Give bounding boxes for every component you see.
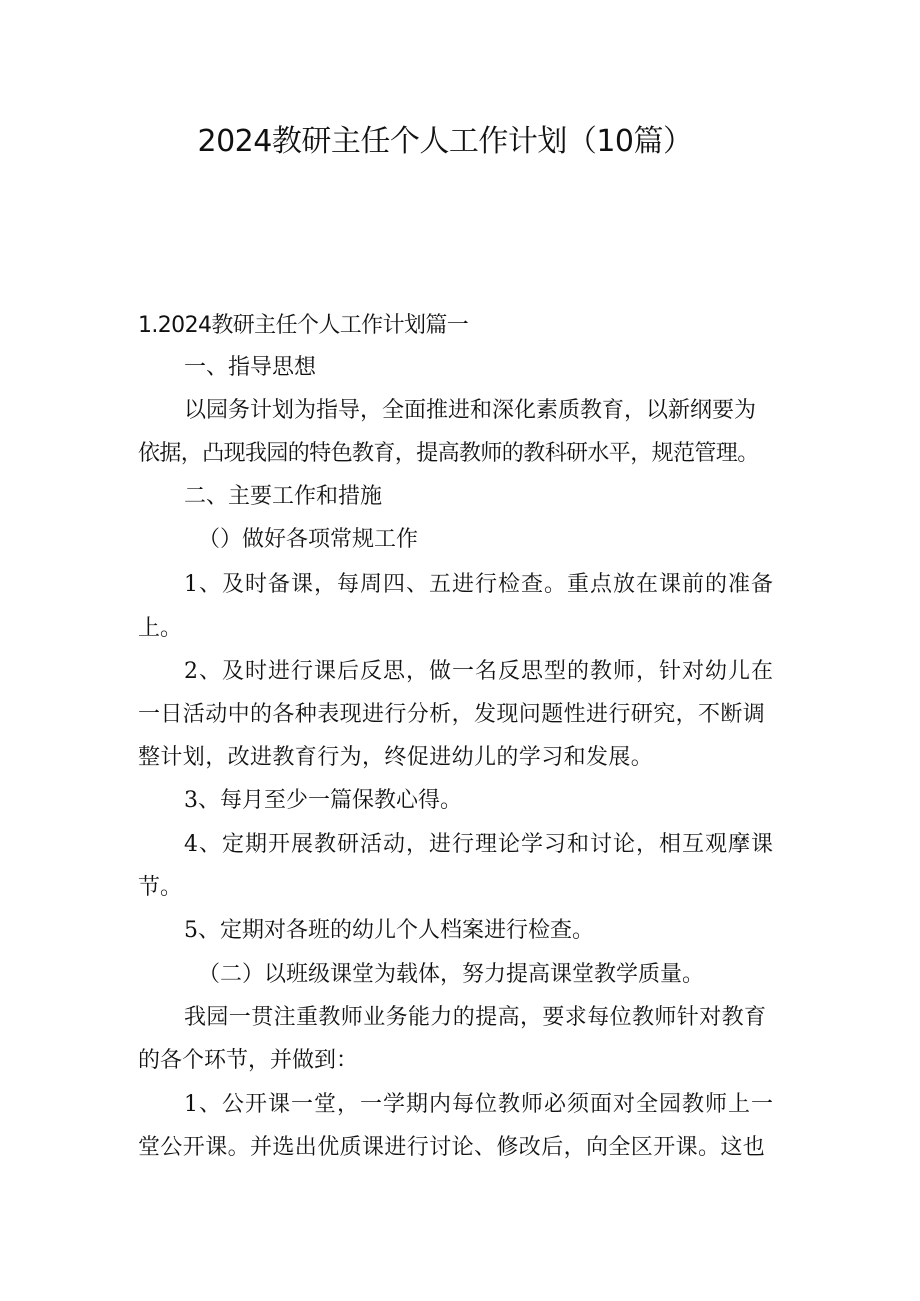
subheading: 一、指导思想 (184, 355, 317, 380)
subheading: （）做好各项常规工作 (198, 527, 419, 552)
list-item: 4、定期开展教研活动，进行理论学习和讨论，相互观摩课 (184, 832, 774, 857)
subheading: 二、主要工作和措施 (184, 484, 383, 509)
paragraph-line: 一日活动中的各种表现进行分析，发现问题性进行研究，不断调 (138, 702, 766, 727)
list-item: 5、定期对各班的幼儿个人档案进行检查。 (184, 918, 594, 943)
list-item: 1、及时备课，每周四、五进行检查。重点放在课前的准备 (184, 572, 774, 597)
section-heading: 1.2024教研主任个人工作计划篇一 (138, 313, 469, 338)
paragraph-line: 我园一贯注重教师业务能力的提高，要求每位教师针对教育 (184, 1005, 767, 1030)
document-title: 2024教研主任个人工作计划（10篇） (197, 124, 693, 159)
paragraph-line: 的各个环节，并做到： (138, 1048, 359, 1073)
paragraph-line: 整计划，改进教育行为，终促进幼儿的学习和发展。 (138, 745, 654, 770)
paragraph-line: 以园务计划为指导，全面推进和深化素质教育，以新纲要为 (184, 398, 757, 423)
list-item: 1、公开课一堂，一学期内每位教师必须面对全园教师上一 (184, 1092, 774, 1117)
subheading: （二）以班级课堂为载体，努力提高课堂教学质量。 (198, 962, 705, 987)
paragraph-line: 节。 (138, 875, 183, 900)
paragraph-line: 堂公开课。并选出优质课进行讨论、修改后，向全区开课。这也 (138, 1135, 766, 1160)
list-item: 3、每月至少一篇保教心得。 (184, 788, 462, 813)
list-item: 2、及时进行课后反思，做一名反思型的教师，针对幼儿在 (184, 659, 774, 684)
paragraph-line: 上。 (138, 616, 183, 641)
paragraph-line: 依据，凸现我园的特色教育，提高教师的教科研水平，规范管理。 (138, 441, 759, 466)
